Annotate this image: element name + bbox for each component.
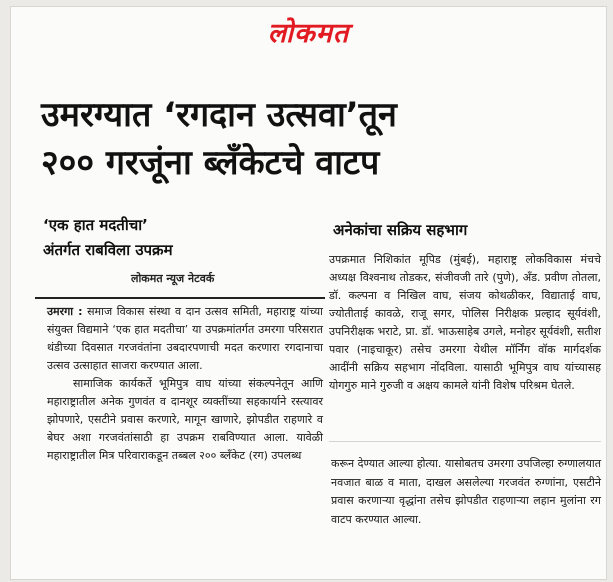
article-paragraph-1 [47, 303, 323, 375]
byline-divider [35, 297, 325, 299]
newspaper-clipping [10, 6, 607, 580]
subheadline [43, 213, 323, 263]
subheadline-line-2: अंतर्गत राबविला उपक्रम [43, 241, 173, 259]
headline [41, 91, 601, 187]
dateline: उमरगा : [47, 305, 83, 318]
article-body-left-column [47, 303, 323, 465]
article-paragraph-2: सामाजिक कार्यकर्ते भूमिपुत्र वाघ यांच्या संकल्पनेतून आणि महाराष्ट्रातील अनेक गुणवंत व दानशूर व्यक्तींच्या सहकार्याने रस्त्यावर झोपणारे, एसटीने प्रवास करणारे, मागून खाणारे, झोपडीत राहणारे व बेघर अशा गरजवंतांसाठी हा उपक्रम राबविण्यात आला. यावेळी महाराष्ट्रातील मित्र परिवाराकडून तब्बल २०० ब्लँकेट (रग) उपलब्ध [47, 377, 323, 462]
sidebar-paragraph: उपक्रमात निशिकांत मूपिड (मुंबई), महाराष्ट्र लोकविकास मंचचे अध्यक्ष विश्वनाथ तोडकर, संजीवजी तारे (पुणे), अँड. प्रवीण तोतला, डॉ. कल्पना व निखिल वाघ, संजय कोथळीकर, विद्याताई वाघ, ज्योतीताई कावळे, राजू सगर, पोलिस निरीक्षक प्रल्हाद सूर्यवंशी, उपनिरीक्षक भराटे, प्रा. डॉ. भाऊसाहेब उगले, मनोहर सूर्यवंशी, सतीश पवार (नाइचाकूर) तसेच उमरगा येथील मॉर्निंग वॉक मार्गदर्शक आदींनी सक्रिय सहभाग नोंदविला. यासाठी भूमिपुत्र वाघ यांच्यासह योगगुरु माने गुरुजी व अक्षय कामले यांनी विशेष परिश्रम घेतले. [329, 253, 601, 392]
headline-line-1: उमरग्यात ‘रगदान उत्सवा’तून [41, 95, 397, 135]
article-continuation: करून देण्यात आल्या होत्या. यासोबतच उमरगा उपजिल्हा रुग्णालयात नवजात बाळ व माता, दाखल असलेल्या गरजवंत रुग्णांना, एसटीने प्रवास करणाऱ्या वृद्धांना तसेच झोपडीत राहणाऱ्या लहान मुलांना रग वाटप करण्यात आल्या. [331, 457, 601, 526]
column-divider [329, 441, 601, 442]
headline-line-2: २०० गरजूंना ब्लँकेटचे वाटप [41, 143, 380, 183]
sidebar-heading: अनेकांचा सक्रिय सहभाग [333, 221, 468, 239]
byline: लोकमत न्यूज नेटवर्क [131, 272, 215, 285]
masthead [11, 13, 606, 50]
subheadline-line-1: ‘एक हात मदतीचा’ [43, 216, 148, 234]
newspaper-logo: लोकमत [267, 18, 350, 49]
paragraph-1-text: समाज विकास संस्था व दान उत्सव समिती, महाराष्ट्र यांच्या संयुक्त विद्यमाने ‘एक हात मदतीचा’ या उपक्रमांतर्गत उमरगा परिसरात थंडीच्या दिवसात गरजवंतांना उबदारपणाची मदत करणारा रगदानाचा उत्सव उत्साहात साजरा करण्यात आला. [47, 305, 323, 372]
